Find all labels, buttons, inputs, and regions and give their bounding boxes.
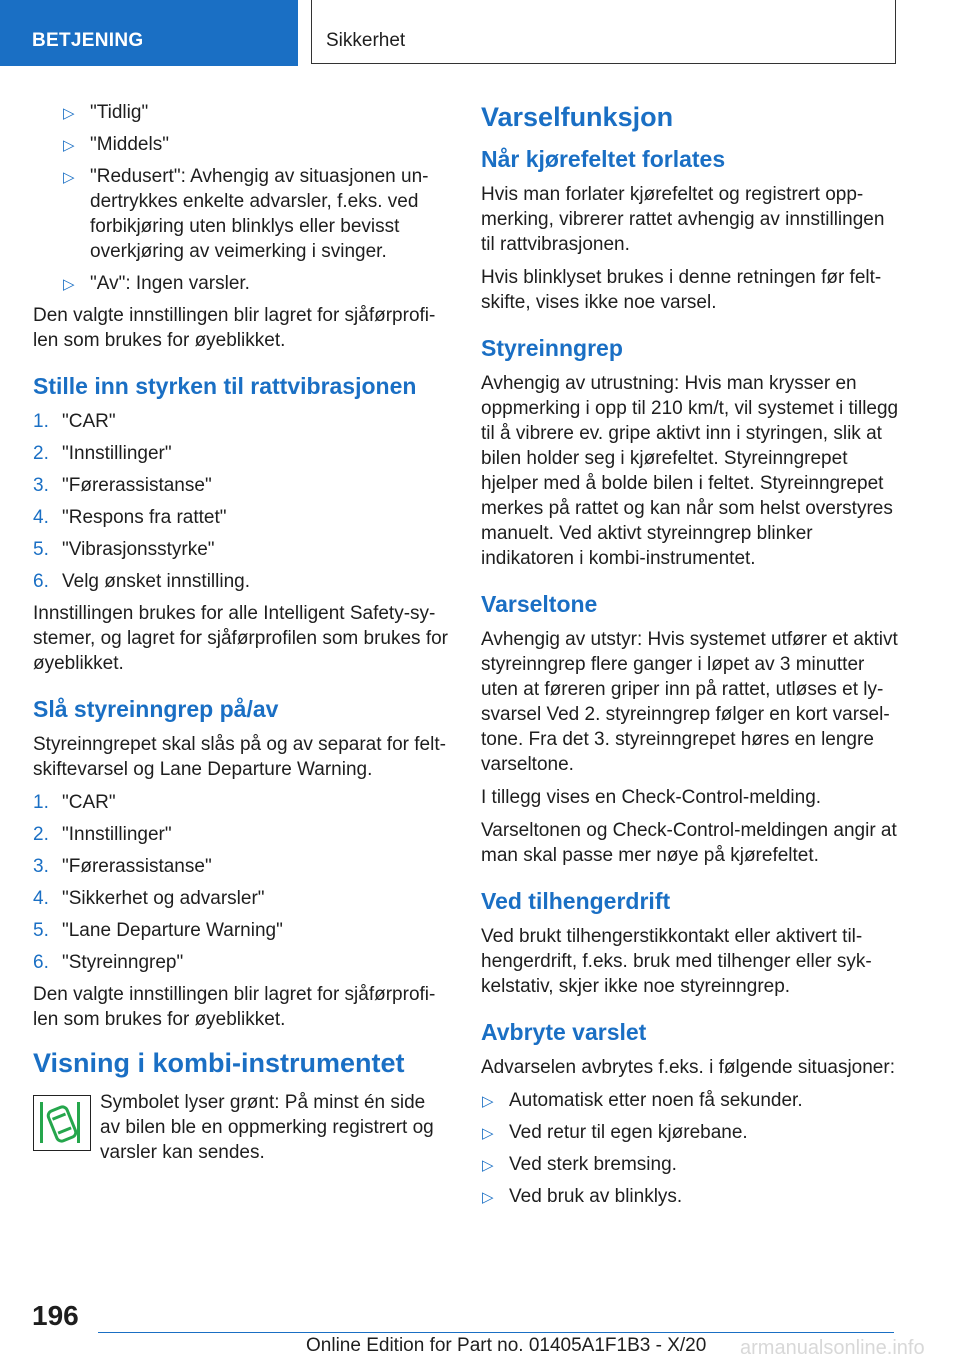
- section-tab: [0, 0, 298, 66]
- step-item: 5. "Vibrasjonsstyrke": [33, 539, 215, 560]
- step-item: 4. "Respons fra rattet": [33, 507, 227, 528]
- list-item: ▷ Ved bruk av blinklys.: [481, 1184, 901, 1209]
- list-item: ▷ Ved retur til egen kjørebane.: [481, 1120, 901, 1145]
- step-item: 2. "Innstillinger": [33, 443, 172, 464]
- symbol-block: [33, 1090, 449, 1165]
- heading-display: Visning i kombi-instrumentet: [33, 1048, 405, 1078]
- heading-trailer: Ved tilhengerdrift: [481, 888, 671, 914]
- section-title: BETJENING: [32, 30, 144, 51]
- paragraph: Avhengig av utstyr: Hvis systemet utfører et aktivt styreinngrep flere ganger i løpet av 3 minutter uten at føreren griper inn på rattet, utløses et lysvarsel Ved 2. styreinngrep følger en kort varseltone. Fra det 3. styreinngrepet høres en lengre varseltone.: [481, 629, 898, 775]
- footer-divider: [98, 1332, 894, 1333]
- paragraph: I tillegg vises en Check-Control-melding.: [481, 787, 822, 808]
- paragraph: Innstillingen brukes for alle Intelligent Safety-systemer, og lagret for sjåførprofilen som brukes for øyeblikket.: [33, 603, 448, 674]
- subsection-tab: [311, 0, 896, 64]
- bullet-triangle-icon: ▷: [482, 1157, 494, 1174]
- right-column: [481, 100, 901, 1216]
- bullet-triangle-icon: ▷: [63, 169, 75, 186]
- paragraph: Avhengig av utrustning: Hvis man krysser en oppmerking i opp til 210 km/t, vil systemet i tillegg til å vibrere ev. gripe aktivt inn i styringen, slik at bilen holder seg i kjørefeltet. Styreinngrepet hjelper med å bolde bilen i feltet. Styreinngrepet merkes på rattet og kan når som helst overstyres manuelt. Ved aktivt styreinngrep blinker indikatoren i kombi-instrumentet.: [481, 373, 899, 569]
- subsection-title: Sikkerhet: [326, 30, 406, 51]
- step-item: 1. "CAR": [33, 792, 116, 813]
- paragraph: Advarselen avbrytes f.eks. i følgende situasjoner:: [481, 1057, 895, 1078]
- step-item: 4. "Sikkerhet og advarsler": [33, 888, 265, 909]
- bullet-triangle-icon: ▷: [63, 137, 75, 154]
- heading-abort: Avbryte varslet: [481, 1019, 647, 1045]
- step-item: 1. "CAR": [33, 411, 116, 432]
- step-item: 3. "Førerassistanse": [33, 475, 212, 496]
- paragraph: Hvis blinklyset brukes i denne retningen før feltskifte, vises ikke noe varsel.: [481, 267, 882, 313]
- heading-steering: Styreinngrep: [481, 335, 623, 361]
- bullet-triangle-icon: ▷: [63, 105, 75, 122]
- list-item: ▷ "Tidlig": [33, 100, 449, 125]
- paragraph: Den valgte innstillingen blir lagret for sjåførprofilen som brukes for øyeblikket.: [33, 984, 436, 1030]
- paragraph: Hvis man forlater kjørefeltet og registrert oppmerking, vibrerer rattet avhengig av innstillingen til rattvibrasjonen.: [481, 184, 885, 255]
- footer-edition: Online Edition for Part no. 01405A1F1B3 - X/20: [306, 1335, 707, 1356]
- paragraph: Den valgte innstillingen blir lagret for sjåførprofilen som brukes for øyeblikket.: [33, 305, 436, 351]
- list-item: ▷ Automatisk etter noen få sekunder.: [481, 1088, 901, 1113]
- bullet-triangle-icon: ▷: [63, 276, 75, 293]
- step-item: 6. "Styreinngrep": [33, 952, 184, 973]
- list-item: ▷ "Middels": [33, 132, 449, 157]
- bullet-triangle-icon: ▷: [482, 1125, 494, 1142]
- heading-warning-tone: Varseltone: [481, 591, 598, 617]
- lane-departure-warning-icon: [33, 1095, 91, 1151]
- list-item: ▷ "Redusert": Avhengig av situasjonen undertrykkes enkelte advarsler, f.eks. ved forbikjøring uten blinklys eller bevisst overkjøring av veimerking i svinger.: [63, 166, 429, 262]
- page-number: 196: [32, 1300, 79, 1331]
- heading-strength: Stille inn styrken til rattvibrasjonen: [33, 373, 417, 399]
- step-item: 6. Velg ønsket innstilling.: [33, 571, 250, 592]
- left-column: [33, 100, 449, 1165]
- heading-leave-lane: Når kjørefeltet forlates: [481, 146, 726, 172]
- paragraph: Varseltonen og Check-Control-meldingen angir at man skal passe mer nøye på kjørefeltet.: [481, 820, 897, 866]
- list-item: ▷ "Av": Ingen varsler.: [33, 271, 449, 296]
- step-item: 5. "Lane Departure Warning": [33, 920, 283, 941]
- watermark: armanualsonline.info: [740, 1337, 925, 1359]
- step-item: 3. "Førerassistanse": [33, 856, 212, 877]
- paragraph: Ved brukt tilhengerstikkontakt eller aktivert tilhengerdrift, f.eks. bruk med tilhenger eller sykkelstativ, skjer ikke noe styreinngrep.: [481, 926, 872, 997]
- bullet-triangle-icon: ▷: [482, 1189, 494, 1206]
- heading-toggle: Slå styreinngrep på/av: [33, 696, 279, 722]
- paragraph: Styreinngrepet skal slås på og av separat for feltskiftevarsel og Lane Departure Warning.: [33, 734, 446, 780]
- symbol-description: Symbolet lyser grønt: På minst én side av bilen ble en oppmerking registrert og varsler kan sendes.: [100, 1092, 434, 1163]
- list-item: ▷ Ved sterk bremsing.: [481, 1152, 901, 1177]
- heading-warning-function: Varselfunksjon: [481, 102, 674, 132]
- bullet-triangle-icon: ▷: [482, 1093, 494, 1110]
- step-item: 2. "Innstillinger": [33, 824, 172, 845]
